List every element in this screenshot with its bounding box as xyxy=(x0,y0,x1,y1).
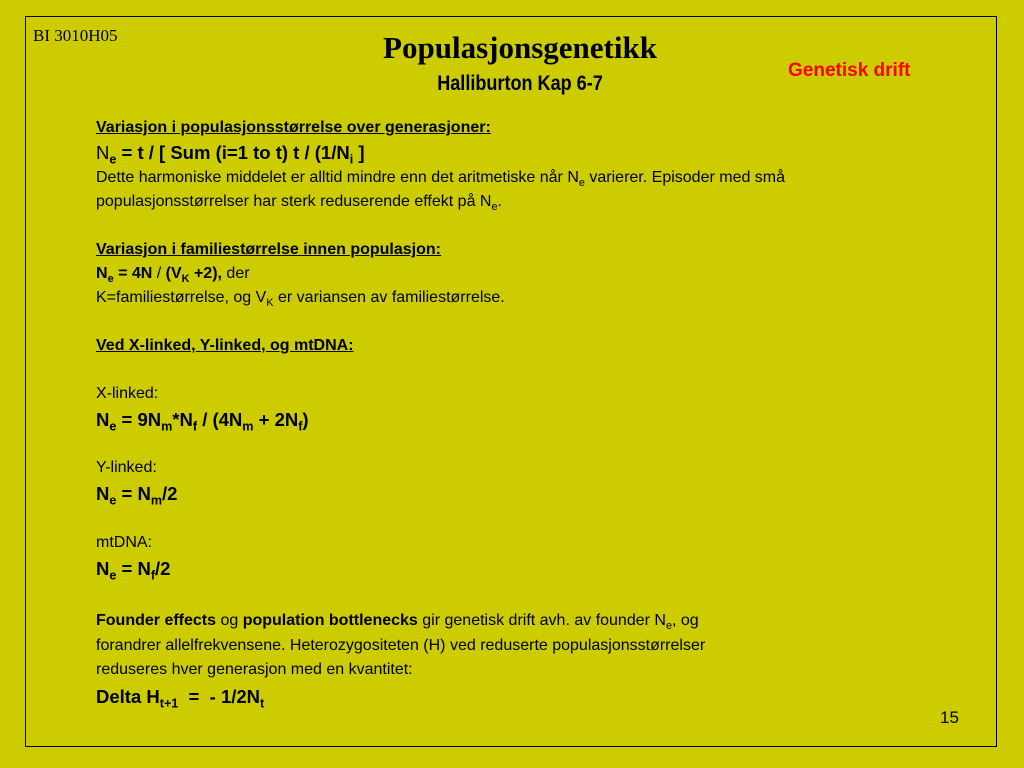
course-code: BI 3010H05 xyxy=(33,26,118,45)
x-linked-formula: $N_e = 9N_m*N_f / (4N_m + 2N_f)$ xyxy=(96,409,309,434)
delta-h-formula: Delta $H_{t+1}$ = - $1/2N_t$ xyxy=(96,686,265,711)
section4-line2: forandrer allelfrekvensene. Heterozygositeten (H) ved reduserte populasjonsstørrelser xyxy=(96,637,706,654)
section1-heading: Variasjon i populasjonsstørrelse over generasjoner: xyxy=(96,119,491,136)
section4-line3: reduseres hver generasjon med en kvantitet: xyxy=(96,661,413,678)
section2-text: K=familiestørrelse, og $V_K$ er variansen av familiestørrelse. xyxy=(96,289,505,309)
y-linked-label: Y-linked: xyxy=(96,459,157,476)
section4-line1: Founder effects og population bottlenecks gir genetisk drift avh. av founder $N_e$, og xyxy=(96,612,699,632)
y-linked-formula: $N_e = N_m/2$ xyxy=(96,483,178,508)
mtdna-label: mtDNA: xyxy=(96,534,152,551)
slide-content xyxy=(96,0,966,768)
mtdna-formula: $N_e = N_f/2$ xyxy=(96,558,171,583)
section1-text-line1: Dette harmoniske middelet er alltid mindre enn det aritmetiske når $N_e$ varierer. Episoder med små xyxy=(96,169,786,189)
slide-subtitle: Halliburton Kap 6-7 xyxy=(437,72,603,95)
slide-title: Populasjonsgenetikk xyxy=(383,30,657,65)
section1-text-line2: populasjonsstørrelser har sterk reduserende effekt på $N_e$. xyxy=(96,193,502,213)
topic-label: Genetisk drift xyxy=(788,60,911,81)
page-number: 15 xyxy=(940,708,959,727)
section1-formula: $N_e = t$ / [ Sum (i=1 to t) t / ($1/N_i$ ] xyxy=(96,142,365,167)
section2-heading: Variasjon i familiestørrelse innen populasjon: xyxy=(96,241,441,258)
section3-heading: Ved X-linked, Y-linked, og mtDNA: xyxy=(96,337,354,354)
x-linked-label: X-linked: xyxy=(96,385,159,402)
section2-formula: $N_e = 4N / (V_K +2)$, der xyxy=(96,265,250,285)
